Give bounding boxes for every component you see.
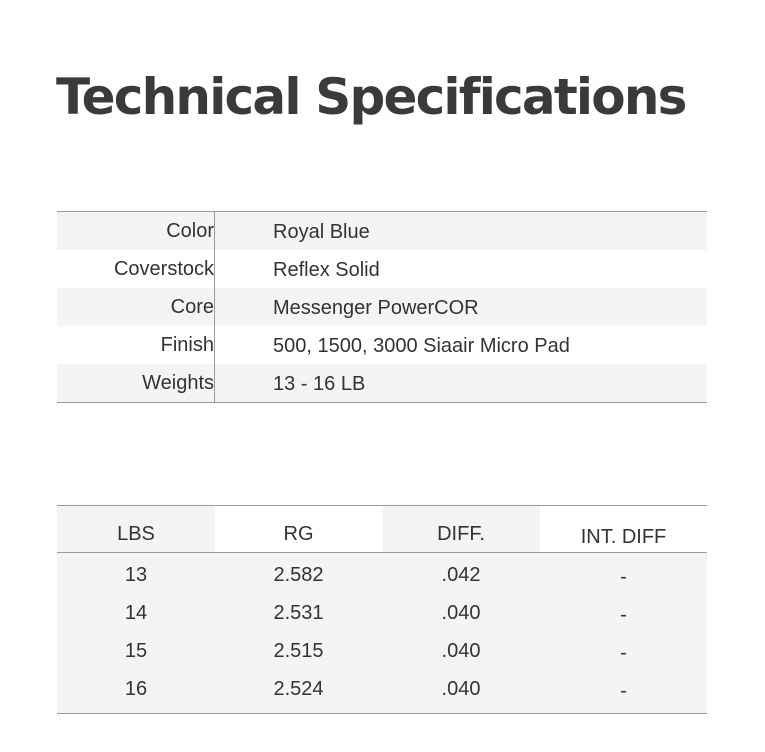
cell-rg: 2.515 (273, 640, 324, 662)
spec-row-color (57, 212, 707, 250)
spec-row-core (57, 288, 707, 326)
spec-value: Reflex Solid (273, 259, 380, 281)
cell-diff: .042 (441, 564, 481, 586)
cell-diff: .040 (441, 640, 481, 662)
cell-rg: 2.531 (273, 602, 324, 624)
spec-value: Messenger PowerCOR (273, 297, 479, 319)
cell-lbs: 16 (124, 678, 148, 700)
spec-value: Royal Blue (273, 221, 370, 243)
table-row (57, 631, 707, 669)
table-row (57, 555, 707, 593)
cell-diff: .040 (441, 602, 481, 624)
spec-label: Color (57, 212, 215, 250)
cell-rg: 2.524 (273, 678, 324, 700)
column-header-rg: RG (283, 523, 314, 545)
page-title: Technical Specifications (56, 68, 686, 126)
cell-diff: .040 (441, 678, 481, 700)
column-header-int-diff: INT. DIFF (580, 526, 667, 548)
cell-rg: 2.582 (273, 564, 324, 586)
column-header-diff: DIFF. (382, 506, 540, 552)
cell-lbs: 14 (124, 602, 148, 624)
spec-table (57, 211, 707, 403)
spec-label: Coverstock (57, 250, 215, 288)
spec-value: 13 - 16 LB (273, 373, 366, 395)
spec-row-coverstock (57, 250, 707, 288)
spec-value: 500, 1500, 3000 Siaair Micro Pad (273, 335, 570, 357)
table-row (57, 593, 707, 631)
spec-label: Core (57, 288, 215, 326)
spec-label: Weights (57, 364, 215, 402)
cell-int-diff: - (620, 566, 627, 588)
cell-lbs: 15 (124, 640, 148, 662)
rg-table-header (57, 506, 707, 553)
cell-int-diff: - (620, 642, 627, 664)
cell-int-diff: - (620, 604, 627, 626)
cell-lbs: 13 (124, 564, 148, 586)
rg-table-body (57, 553, 707, 713)
column-header-lbs: LBS (57, 506, 215, 552)
spec-row-finish (57, 326, 707, 364)
spec-row-weights (57, 364, 707, 402)
spec-label: Finish (57, 326, 215, 364)
table-row (57, 669, 707, 707)
rg-table (57, 505, 707, 714)
cell-int-diff: - (620, 680, 627, 702)
